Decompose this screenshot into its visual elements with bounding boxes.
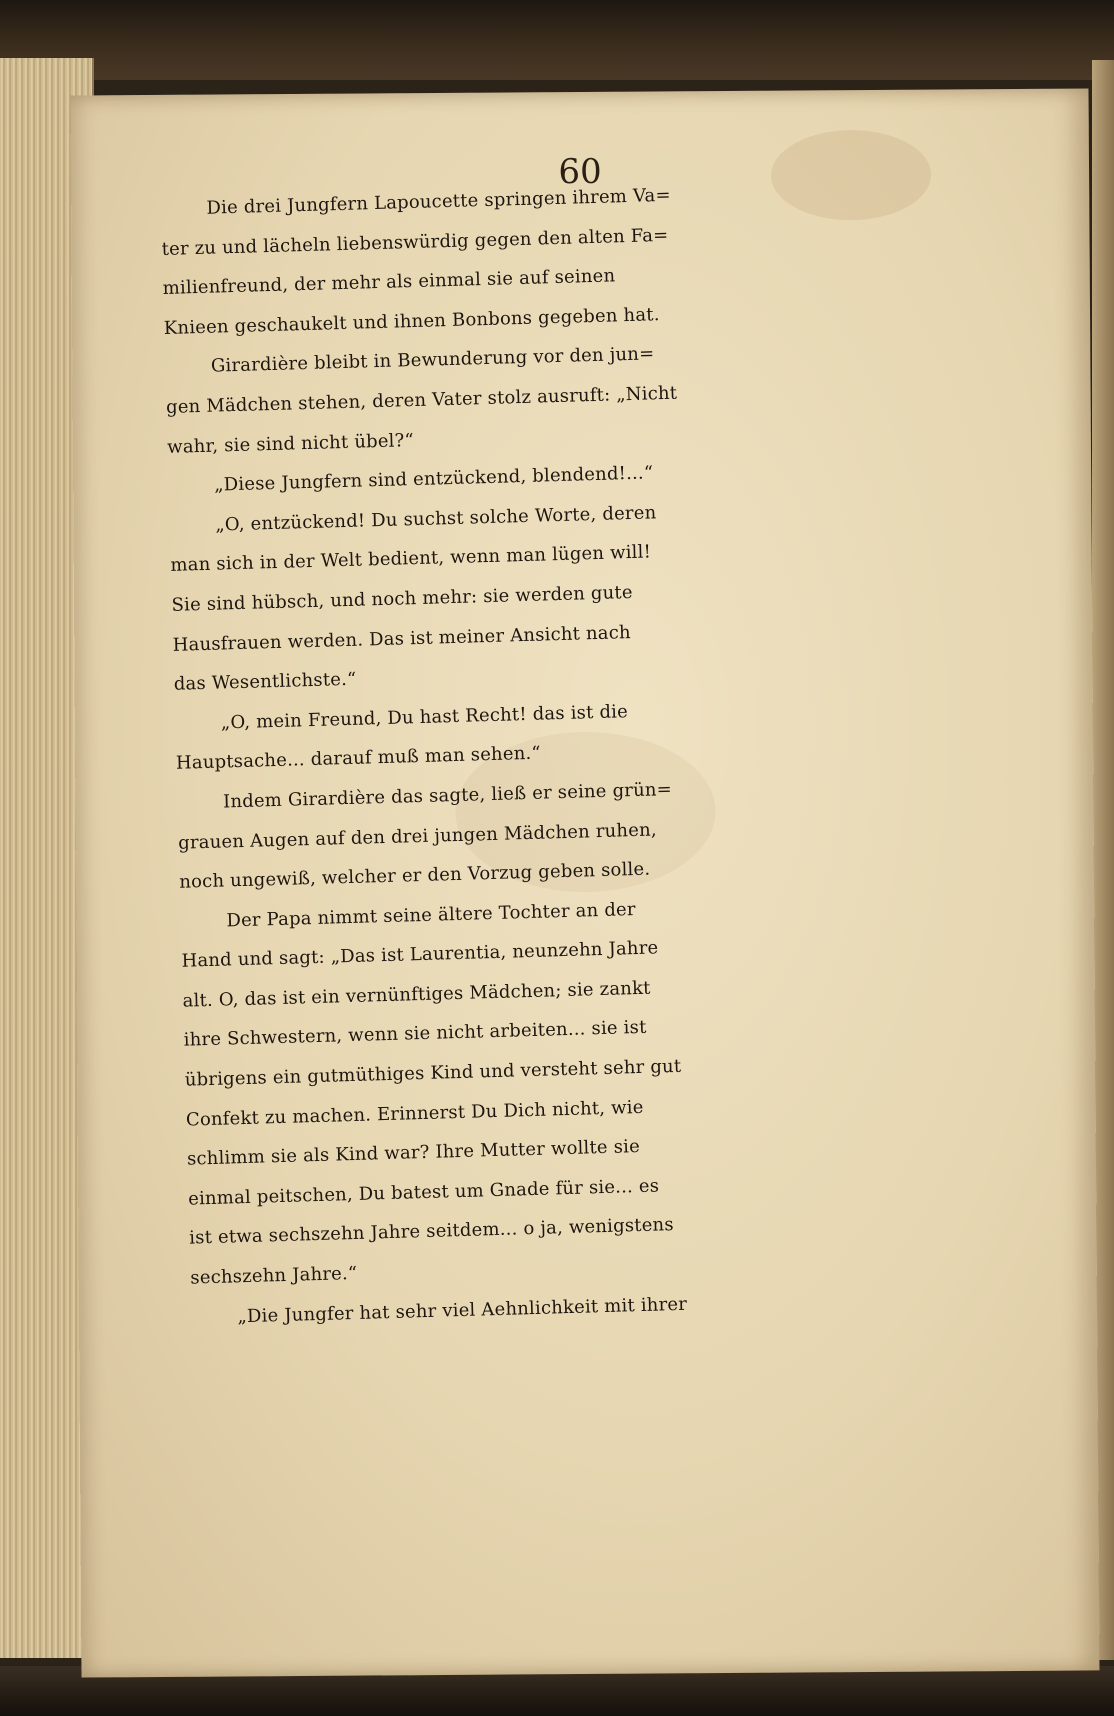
- page-number: 60: [558, 151, 602, 193]
- text-line: einmal peitschen, Du batest um Gnade für sie... es: [187, 1175, 660, 1210]
- text-line: „Diese Jungfern sind entzückend, blendend!...“: [213, 462, 654, 496]
- text-line: „O, entzückend! Du suchst solche Worte, deren: [215, 502, 657, 536]
- text-line: schlimm sie als Kind war? Ihre Mutter wollte sie: [186, 1136, 641, 1170]
- text-line: sechszehn Jahre.“: [190, 1262, 358, 1289]
- text-line: Indem Girardière das sagte, ließ er seine grün=: [222, 778, 673, 813]
- page-body-text: [160, 164, 1112, 1337]
- text-line: ihre Schwestern, wenn sie nicht arbeiten... sie ist: [183, 1017, 647, 1052]
- text-line: Die drei Jungfern Lapoucette springen ihrem Va=: [206, 184, 671, 219]
- text-line: noch ungewiß, welcher er den Vorzug geben solle.: [179, 858, 651, 893]
- text-line: „O, mein Freund, Du hast Recht! das ist die: [220, 700, 629, 734]
- text-line: man sich in der Welt bedient, wenn man lügen will!: [170, 541, 652, 577]
- book-cover-top: [0, 0, 1114, 80]
- text-line: „Die Jungfer hat sehr viel Aehnlichkeit mit ihrer: [237, 1293, 688, 1327]
- text-line: milienfreund, der mehr als einmal sie auf seinen: [162, 265, 616, 300]
- text-line: Knieen geschaukelt und ihnen Bonbons gegeben hat.: [163, 303, 660, 339]
- text-line: alt. O, das ist ein vernünftiges Mädchen; sie zankt: [182, 977, 651, 1012]
- text-line: übrigens ein gutmüthiges Kind und versteht sehr gut: [184, 1055, 682, 1091]
- text-line: ter zu und lächeln liebenswürdig gegen den alten Fa=: [161, 224, 669, 260]
- text-line: grauen Augen auf den drei jungen Mädchen ruhen,: [177, 818, 658, 854]
- text-line: Confekt zu machen. Erinnerst Du Dich nicht, wie: [185, 1096, 644, 1131]
- text-line: ist etwa sechszehn Jahre seitdem... o ja, wenigstens: [188, 1214, 675, 1250]
- text-line: Girardière bleibt in Bewunderung vor den jun=: [210, 343, 655, 378]
- text-line: Hausfrauen werden. Das ist meiner Ansicht nach: [172, 621, 632, 656]
- text-line: Hand und sagt: „Das ist Laurentia, neunzehn Jahre: [181, 937, 659, 972]
- text-line: das Wesentlichste.“: [173, 668, 357, 695]
- text-line: Hauptsache... darauf muß man sehen.“: [175, 742, 542, 775]
- text-line: Sie sind hübsch, und noch mehr: sie werden gute: [171, 581, 633, 616]
- text-line: gen Mädchen stehen, deren Vater stolz ausruft: „Nicht: [165, 382, 678, 418]
- text-line: Der Papa nimmt seine ältere Tochter an der: [226, 898, 636, 932]
- text-line: wahr, sie sind nicht übel?“: [166, 429, 415, 458]
